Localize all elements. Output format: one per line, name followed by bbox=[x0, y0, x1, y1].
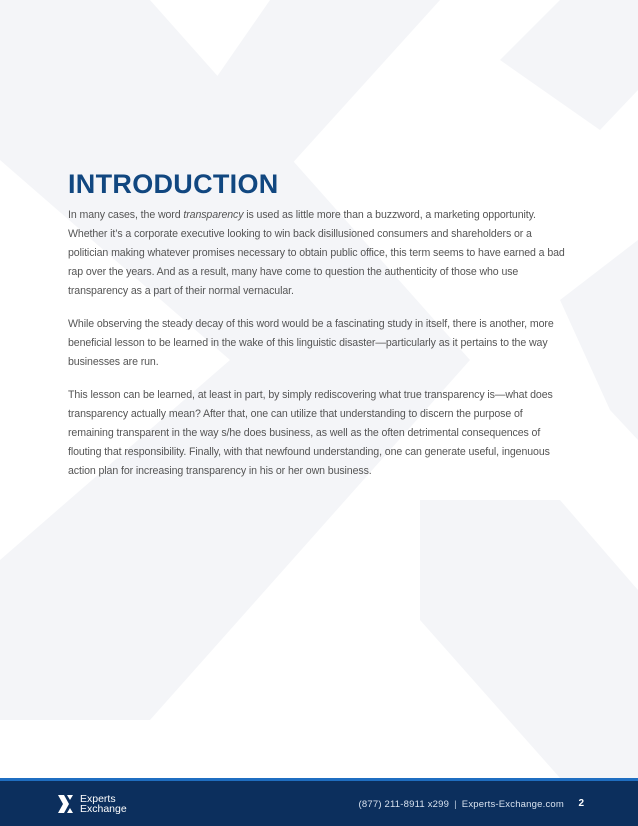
paragraph-1 bbox=[68, 206, 568, 301]
experts-exchange-logo bbox=[58, 794, 127, 814]
paragraph-1-text-start: In many cases, the word bbox=[68, 208, 184, 221]
logo-text-line-2: Exchange bbox=[80, 803, 127, 815]
footer-website-link[interactable]: Experts-Exchange.com bbox=[461, 799, 564, 810]
page-number: 2 bbox=[578, 798, 584, 809]
paragraph-1-text-end: is used as little more than a buzzword, a marketing opportunity. Whether it’s a corporate executive looking to win back disillusioned consumers and shareholders or a politician making whatever promises necessary to obtain public office, this term seems to have earned a bad rap over the years. And as a result, many have come to question the authenticity of those who use transparency as a part of their normal vernacular. bbox=[68, 208, 565, 297]
footer-contact bbox=[359, 799, 565, 810]
paragraph-3: This lesson can be learned, at least in part, by simply rediscovering what true transparency is—what does transparency actually mean? After that, one can utilize that understanding to discern the purpose of remaining transparent in the way s/he does business, as well as the often detrimental consequences of flouting that responsibility. Finally, with that newfound understanding, one can generate useful, ingenuous action plan for increasing transparency in his or her own business. bbox=[68, 388, 553, 477]
logo-text-line-1: Experts bbox=[80, 793, 116, 805]
footer-separator: | bbox=[454, 799, 457, 810]
paragraph-2: While observing the steady decay of this word would be a fascinating study in itself, there is another, more beneficial lesson to be learned in the wake of this linguistic disaster—particularly as it pertains to the way businesses are run. bbox=[68, 317, 554, 368]
page-footer bbox=[0, 778, 638, 826]
footer-accent-line bbox=[0, 778, 638, 781]
main-content bbox=[68, 170, 568, 495]
x-logo-icon bbox=[58, 795, 76, 813]
paragraph-1-emphasis: transparency bbox=[183, 208, 244, 221]
footer-phone: (877) 211-8911 x299 bbox=[358, 799, 450, 810]
page-title: INTRODUCTION bbox=[68, 169, 279, 199]
